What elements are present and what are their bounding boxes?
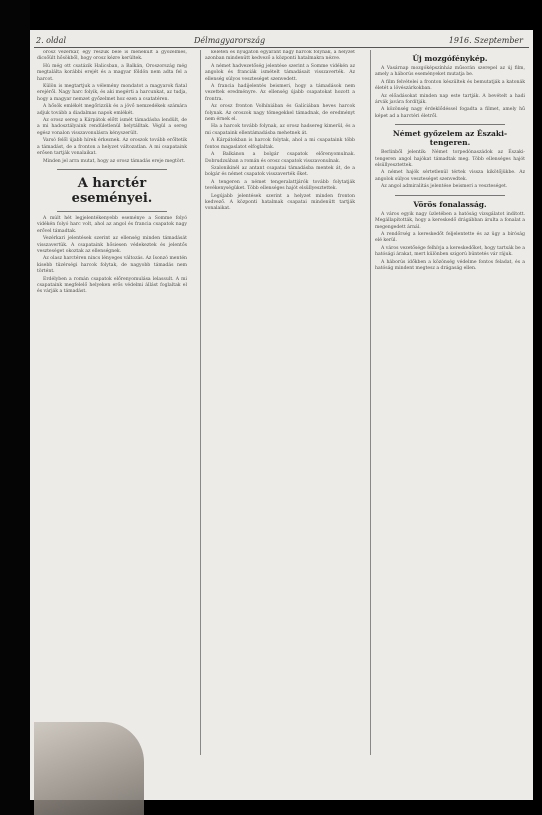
section-separator [395, 195, 505, 196]
section-separator [57, 211, 167, 212]
paragraph: Szalonikinél az antant csapatai támadásba mentek át, de a bolgár és német csapatok visszaverték őket. [205, 165, 355, 178]
header-rule [34, 47, 529, 48]
paragraph: Berlinből jelentik: Német torpedónaszádok az Északi-tengeren angol hajókat támadtak meg. Több ellenséges hajót elsüllyesztettek. [375, 150, 525, 169]
section-heading-yarn: Vörös fonalasság. [413, 199, 487, 209]
paragraph: Az orosz fronton Volhíniában és Galíciában heves harcok folynak. Az oroszok nagy tömegekkel támadnak, de eredményt nem érnek el. [205, 104, 355, 123]
section-heading-north-sea: Német győzelem az Északi-tengeren. [392, 129, 508, 148]
paragraph: A német hajók sértetlenül tértek vissza kikötőjükbe. Az angolok súlyos veszteséget szenvedtek. [375, 170, 525, 182]
paragraph: keleten és nyugaton egyaránt nagy harcok folynak, a helyzet azonban mindenütt kedvező a központi hatalmakra nézve. [205, 50, 355, 62]
paragraph: A város vezetősége felhívja a kereskedőket, hogy tartsák be a hatósági árakat, mert különben szigorú büntetés vár rájuk. [375, 245, 525, 258]
paragraph: Vezérkari jelentések szerint az ellenség minden támadását visszavertük. A csapataink hősiesen védekeztek és jelentős veszteséget okoztak az ellenségnek. [37, 236, 187, 254]
section-heading-film: Új mozgófénykép. [412, 54, 488, 63]
column-divider [370, 50, 371, 755]
paragraph: A német hadvezetőség jelentése szerint a Somme vidékén az angolok és franciák ismételt támadásait visszaverték. Az ellenség súlyos veszteséget szenvedett. [205, 63, 355, 82]
paragraph: Az angol admiralitás jelentése beismeri a veszteséget. [381, 184, 508, 190]
newspaper-title: Délmagyarország [194, 36, 266, 45]
scanner-thumb-image [34, 722, 144, 815]
paragraph: A város egyik nagy üzletében a hatóság vizsgálatot indított. Megállapították, hogy a kereskedő drágábban árulta a fonalat a megengedett árnál. [375, 211, 525, 230]
paragraph: Varsó felől újabb hírek érkeznek. Az oroszok tovább erőltetik a támadást, de a fronton a helyzet változatlan. A mi csapataink erősen tartják vonalaikat. [37, 138, 187, 157]
paragraph: A háborús időkben a közönség védelme fontos feladat, és a hatóság mindent megtesz a drágaság ellen. [375, 259, 525, 271]
paragraph: A Balkánon a bolgár csapatok előrenyomulnak. Dobrudzsában a román és orosz csapatok visszavonulnak. [205, 152, 355, 164]
page-number: 2. oldal [36, 36, 66, 45]
paragraph: Az olasz harctéren nincs lényeges változás. Az Isonzó mentén kisebb tüzérségi harcok folytak, de nagyobb támadás nem történt. [37, 256, 187, 275]
section-separator [57, 169, 167, 170]
column-3 [375, 50, 525, 755]
section-separator [395, 124, 505, 125]
paragraph: A hősök emlékét megőrizzük és a jövő nemzedékek számára adjuk tovább a diadalmas napok emlékét. [37, 104, 187, 116]
paragraph: A film felvételei a fronton készültek és bemutatják a katonák életét a lövészárkokban. [375, 79, 525, 92]
section-heading-battlefield: A harctér eseményei. [71, 175, 153, 206]
paragraph: Az előadásokat minden nap este tartják. A bevételt a hadi árvák javára fordítják. [375, 93, 525, 106]
issue-date: 1916. Szeptember [448, 36, 523, 45]
paragraph: Hú még ott csatázik Halicsban, a Balkán, Oroszország még megtalálta korábbi erejét és a magyar földön nem adta fel a harcot. [37, 63, 187, 82]
paragraph: Ha a harcok tovább folynak, az orosz hadsereg kimerül, és a mi csapataink ellentámadásba mehetnek át. [205, 124, 355, 136]
paragraph: A Vasárnap mozgóképszínház műsorán szerepel az új film, amely a háborús eseményeket mutatja be. [375, 66, 525, 78]
column-2 [205, 50, 355, 755]
paragraph: A rendőrség a kereskedőt feljelentette és az ügy a bíróság elé kerül. [375, 231, 525, 244]
page-header [34, 34, 529, 48]
paragraph: Minden jel arra mutat, hogy az orosz támadás ereje megtört. [43, 158, 186, 164]
paragraph: orosz vezérkar, egy részük bele is menekült a győzelmes, dicsőült hősökből, hogy orosz kézre kerültek. [37, 50, 187, 62]
paragraph: Külön is megtartjuk a vélemény mondatot a magyarok fiatal erejéről. Nagy harc folyik, és aki megérti a harcunkat, az tudja, hogy a magyar nemzet győzelmet hoz ezen a csatatéren. [37, 84, 187, 102]
paragraph: Legújabb jelentések szerint a helyzet minden fronton kedvező. A központi hatalmak csapatai mindenütt tartják vonalaikat. [205, 193, 355, 212]
paragraph: A tengeren a német tengeralattjárók tovább folytatják tevékenységüket. Több ellenséges hajót elsüllyesztettek. [205, 179, 355, 192]
column-1 [37, 50, 187, 755]
scan-border [0, 0, 30, 815]
column-divider [200, 50, 201, 755]
paragraph: A múlt hét legjelentékenyebb eseménye a Somme folyó vidékén folyó harc volt, ahol az angol és francia csapatok nagy erővel támadtak. [37, 215, 187, 234]
paragraph: Erdélyben a román csapatok előrenyomulása lelassult. A mi csapataink megfelelő helyeken erős védelmi állást foglaltak el és várják a támadást. [37, 276, 187, 295]
paragraph: A Kárpátokban is harcok folytak, ahol a mi csapataink több fontos magaslatot elfoglaltak. [205, 138, 355, 150]
paragraph: A francia hadijelentés beismeri, hogy a támadások nem vezettek eredményre. Az ellenség újabb csapatokat hozott a frontra. [205, 84, 355, 102]
paragraph: Az orosz sereg a Kárpátok előtt ismét támadásba lendült, de a mi hadosztályaink rendületlenül helytálltak. Végül a sereg egész vonalon visszavonulásra kényszerült. [37, 118, 187, 136]
paragraph: A közönség nagy érdeklődéssel fogadta a filmet, amely hű képet ad a harctéri életről. [375, 107, 525, 119]
